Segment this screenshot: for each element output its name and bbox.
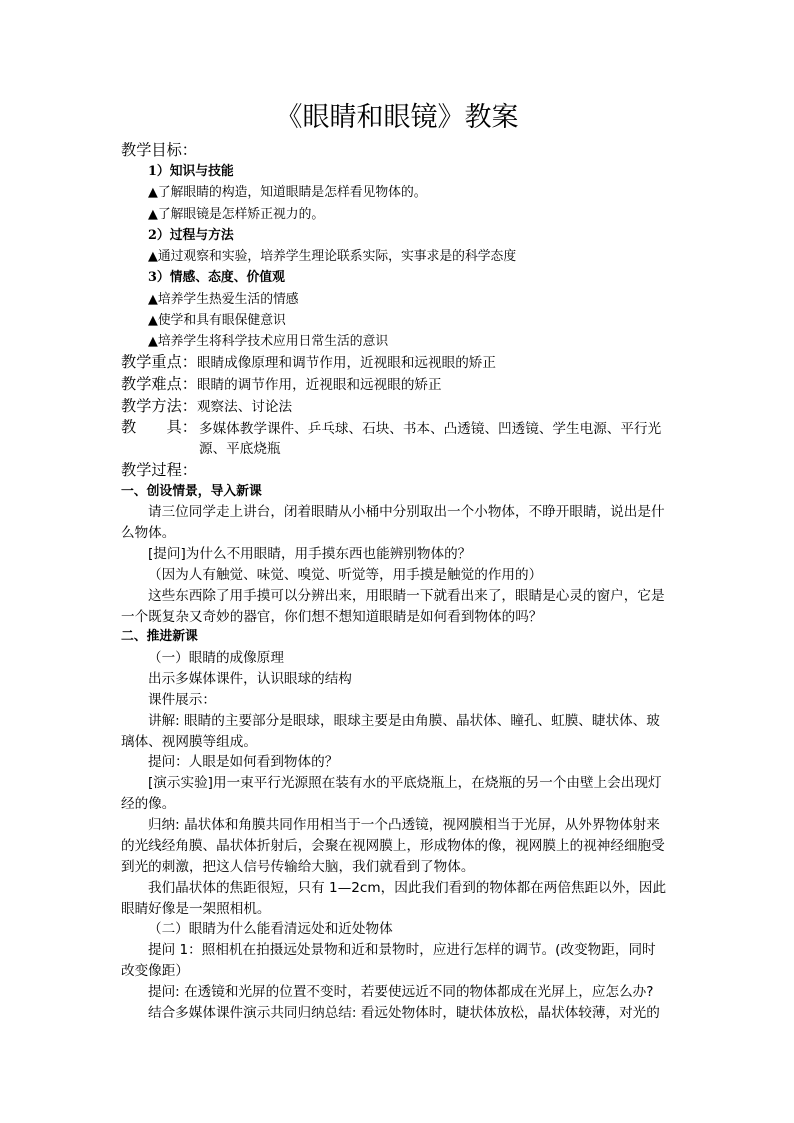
- paragraph-line: 经的像。: [121, 796, 176, 812]
- tools-text: 多媒体教学课件、乒乓球、石块、书本、凸透镜、凹透镜、学生电源、平行光源、平底烧瓶: [199, 421, 662, 457]
- objective-item: ▲通过观察和实验，培养学生理论联系实际，实事求是的科学态度: [148, 249, 517, 264]
- paragraph-line: 一个既复杂又奇妙的器官，你们想不想知道眼睛是如何看到物体的吗？: [121, 609, 543, 625]
- paragraph-line: 讲解: 眼睛的主要部分是眼球，眼球主要是由角膜、晶状体、瞳孔、虹膜、睫状体、玻: [148, 713, 660, 729]
- objectives-sub3: 3）情感、态度、价值观: [148, 270, 285, 285]
- paragraph-line: [演示实验]用一束平行光源照在装有水的平底烧瓶上，在烧瓶的另一个由壁上会出现灯: [148, 775, 662, 791]
- focus-label: 教学重点：: [121, 353, 197, 371]
- difficulty-label: 教学难点：: [121, 375, 197, 393]
- paragraph-line: 眼睛好像是一架照相机。: [121, 901, 271, 917]
- method-text: 观察法、讨论法: [196, 399, 293, 415]
- paragraph-line: 这些东西除了用手摸可以分辨出来，用眼睛一下就看出来了，眼睛是心灵的窗户，它是: [148, 588, 665, 604]
- paragraph-line: 么物体。: [121, 525, 176, 541]
- paragraph-line: （因为人有触觉、味觉、嗅觉、听觉等，用手摸是触觉的作用的）: [148, 567, 543, 583]
- paragraph-line: 改变像距）: [121, 963, 189, 979]
- paragraph-line: 提问：人眼是如何看到物体的？: [148, 754, 339, 770]
- difficulty-text: 眼睛的调节作用，近视眼和远视眼的矫正: [196, 377, 442, 393]
- paragraph-line: 课件展示：: [148, 692, 216, 708]
- method-row: [121, 396, 292, 417]
- paragraph-line: 我们晶状体的焦距很短，只有 1—2cm，因此我们看到的物体都在两倍焦距以外，因此: [148, 880, 667, 896]
- objective-item: ▲了解眼镜是怎样矫正视力的。: [148, 207, 325, 222]
- method-label: 教学方法：: [121, 397, 197, 415]
- paragraph-line: （一）眼睛的成像原理: [148, 650, 284, 666]
- paragraph-line: 结合多媒体课件演示共同归纳总结: 看远处物体时，睫状体放松，晶状体较薄，对光的: [148, 1005, 660, 1021]
- paragraph-line: 提问 1：照相机在拍摄远处景物和近和景物时，应进行怎样的调节。(改变物距，同时: [148, 942, 656, 958]
- paragraph-line: （二）眼睛为什么能看清远处和近处物体: [148, 921, 393, 937]
- paragraph-line: 归纳: 晶状体和角膜共同作用相当于一个凸透镜，视网膜相当于光屏，从外界物体射来: [148, 817, 660, 833]
- paragraph-line: 璃体、视网膜等组成。: [121, 734, 257, 750]
- objective-item: ▲培养学生热爱生活的情感: [148, 292, 299, 307]
- paragraph-line: [提问]为什么不用眼睛，用手摸东西也能辨别物体的？: [148, 546, 472, 562]
- objectives-sub1: 1）知识与技能: [148, 164, 234, 179]
- objectives-sub2: 2）过程与方法: [148, 228, 234, 243]
- tools-label: 教 具：: [121, 418, 197, 436]
- objective-item: ▲培养学生将科学技术应用日常生活的意识: [148, 334, 389, 349]
- paragraph-line: 请三位同学走上讲台，闭着眼睛从小桶中分别取出一个小物体，不睁开眼睛，说出是什: [148, 504, 665, 520]
- focus-text: 眼睛成像原理和调节作用，近视眼和远视眼的矫正: [196, 355, 496, 371]
- focus-row: [121, 352, 496, 373]
- section1-heading: 一、创设情景，导入新课: [121, 484, 262, 499]
- document-title: 《眼睛和眼镜》教案: [275, 102, 519, 133]
- section2-heading: 二、推进新课: [121, 629, 198, 644]
- process-heading: 教学过程：: [121, 461, 197, 479]
- difficulty-row: [121, 374, 442, 395]
- paragraph-line: 提问: 在透镜和光屏的位置不变时，若要使远近不同的物体都成在光屏上，应怎么办?: [148, 984, 654, 1000]
- paragraph-line: 的光线经角膜、晶状体折射后，会聚在视网膜上，形成物体的像，视网膜上的视神经细胞受: [121, 838, 665, 854]
- paragraph-line: 到光的刺激，把这人信号传输给大脑，我们就看到了物体。: [121, 859, 475, 875]
- objectives-heading: 教学目标：: [121, 141, 197, 159]
- paragraph-line: 出示多媒体课件，认识眼球的结构: [148, 671, 352, 687]
- objective-item: ▲了解眼睛的构造，知道眼睛是怎样看见物体的。: [148, 185, 427, 200]
- objective-item: ▲使学和具有眼保健意识: [148, 313, 286, 328]
